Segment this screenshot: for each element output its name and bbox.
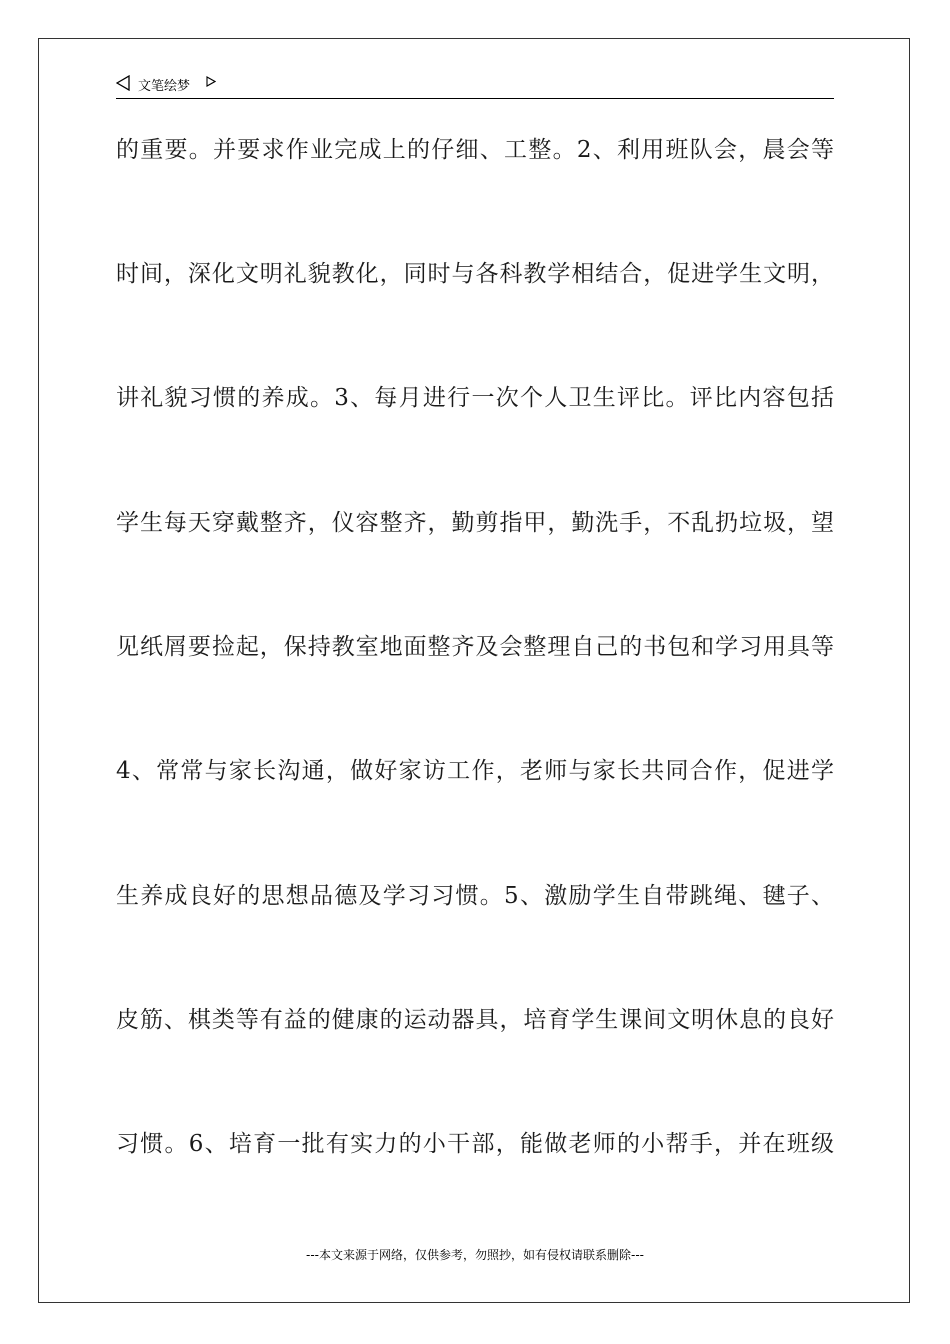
body-text-line: 皮筋、棋类等有益的健康的运动器具，培育学生课间文明休息的良好 [116, 1007, 834, 1033]
body-text-line: 学生每天穿戴整齐，仪容整齐，勤剪指甲，勤洗手，不乱扔垃圾，望 [116, 510, 834, 536]
body-text-line: 时间，深化文明礼貌教化，同时与各科教学相结合，促进学生文明， [116, 261, 834, 287]
footer-disclaimer: ---本文来源于网络，仅供参考，勿照抄，如有侵权请联系删除--- [306, 1248, 644, 1262]
body-text-line: 讲礼貌习惯的养成。3、每月进行一次个人卫生评比。评比内容包括 [116, 385, 834, 411]
header-title: 文笔绘梦 [138, 79, 191, 94]
triangle-left-icon [116, 75, 130, 91]
triangle-right-icon [206, 76, 216, 87]
page-header [116, 72, 834, 99]
body-text-line: 生养成良好的思想品德及学习习惯。5、激励学生自带跳绳、毽子、 [116, 883, 834, 909]
body-text-line: 习惯。6、培育一批有实力的小干部，能做老师的小帮手，并在班级 [116, 1131, 834, 1157]
body-text-line: 的重要。并要求作业完成上的仔细、工整。2、利用班队会，晨会等 [116, 137, 834, 163]
body-text-line: 4、常常与家长沟通，做好家访工作，老师与家长共同合作，促进学 [116, 758, 834, 784]
page-border [38, 38, 910, 1303]
body-text-line: 见纸屑要捡起，保持教室地面整齐及会整理自己的书包和学习用具等 [116, 634, 834, 660]
